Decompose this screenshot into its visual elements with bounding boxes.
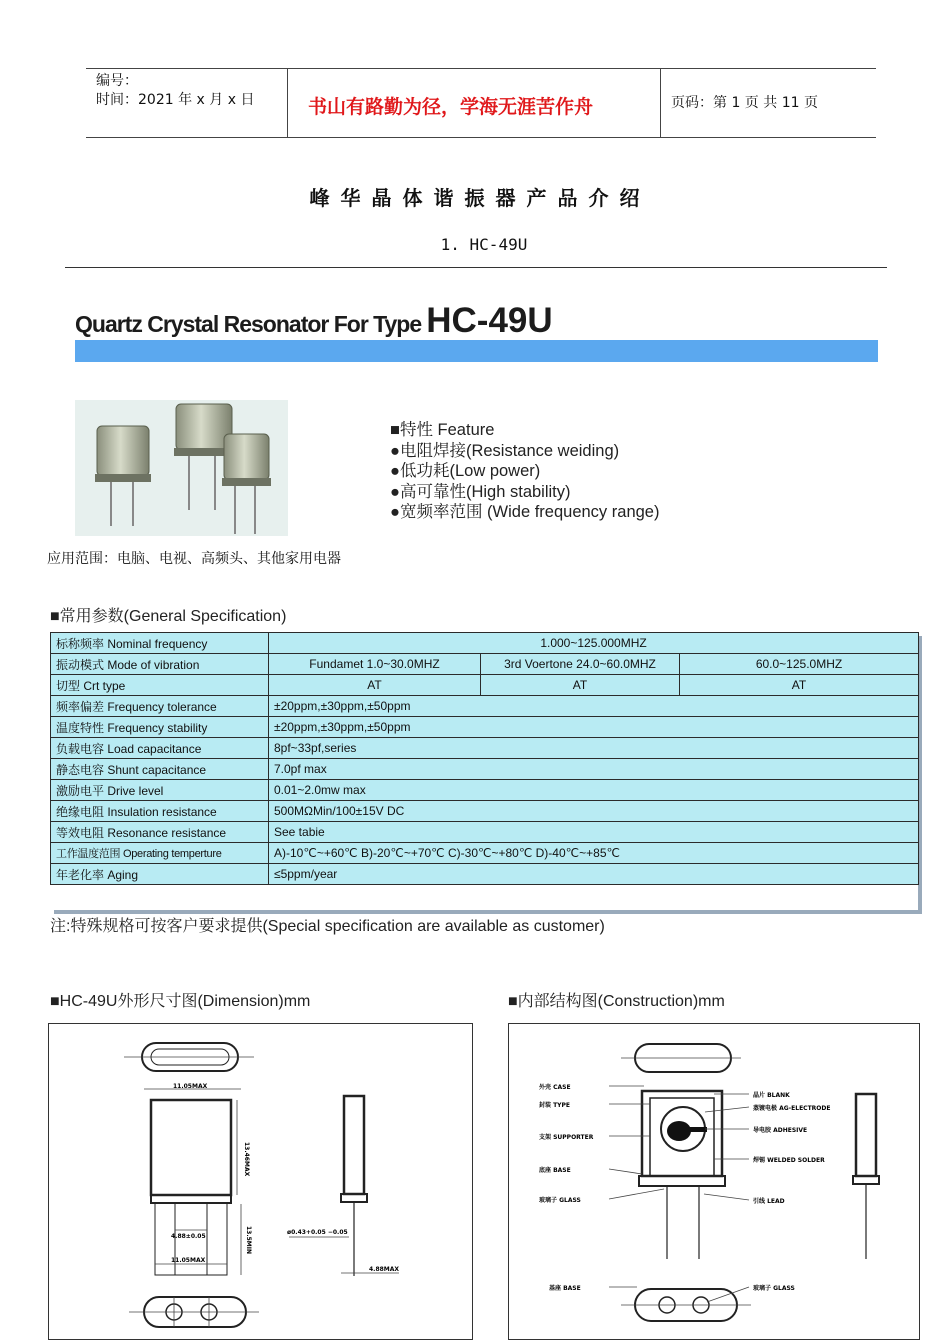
spec-value: AT bbox=[481, 675, 680, 696]
banner-model: HC-49U bbox=[426, 301, 553, 340]
table-row bbox=[51, 801, 919, 822]
spec-label: 绝缘电阻 Insulation resistance bbox=[51, 801, 269, 822]
spec-label: 振动模式 Mode of vibration bbox=[51, 654, 269, 675]
dimension-drawing bbox=[48, 1023, 473, 1340]
construction-label: 玻璃子 GLASS bbox=[539, 1197, 581, 1204]
header-meta-cell bbox=[86, 69, 288, 137]
spec-value: See tabie bbox=[269, 822, 919, 843]
spec-value: 7.0pf max bbox=[269, 759, 919, 780]
construction-label: 引线 LEAD bbox=[753, 1198, 785, 1205]
motto: 书山有路勤为径，学海无涯苦作舟 bbox=[308, 96, 594, 118]
page-info: 页码：第 1 页 共 11 页 bbox=[671, 95, 818, 111]
table-row bbox=[51, 780, 919, 801]
spec-label: 等效电阻 Resonance resistance bbox=[51, 822, 269, 843]
document-title: 峰华晶体谐振器产品介绍 bbox=[309, 186, 651, 210]
spec-value: 8pf~33pf,series bbox=[269, 738, 919, 759]
spec-value: 0.01~2.0mw max bbox=[269, 780, 919, 801]
spec-label: 激励电平 Drive level bbox=[51, 780, 269, 801]
header-page-cell bbox=[661, 69, 876, 137]
feature-item: ●电阻焊接(Resistance weiding) bbox=[390, 441, 620, 460]
spec-value: A)-10℃~+60℃ B)-20℃~+70℃ C)-30℃~+80℃ D)-40℃~+85℃ bbox=[269, 843, 919, 864]
construction-label: 基座 BASE bbox=[549, 1285, 581, 1292]
spec-value: 1.000~125.000MHZ bbox=[269, 633, 919, 654]
table-row bbox=[51, 717, 919, 738]
spec-value: ±20ppm,±30ppm,±50ppm bbox=[269, 696, 919, 717]
spec-heading: ■常用参数(General Specification) bbox=[50, 608, 287, 625]
page-header bbox=[86, 68, 876, 138]
feature-item: ●宽频率范围 (Wide frequency range) bbox=[390, 503, 660, 521]
document-subtitle: 1. HC-49U bbox=[440, 235, 528, 254]
spec-note: 注:特殊规格可按客户要求提供(Special specification are available as customer) bbox=[50, 918, 605, 935]
table-row bbox=[51, 633, 919, 654]
table-row bbox=[51, 822, 919, 843]
spec-value: ±20ppm,±30ppm,±50ppm bbox=[269, 717, 919, 738]
spec-value: 500MΩMin/100±15V DC bbox=[269, 801, 919, 822]
construction-label: 玻璃子 GLASS bbox=[753, 1285, 795, 1292]
spec-label: 负载电容 Load capacitance bbox=[51, 738, 269, 759]
spec-label: 工作温度范围 Operating temperture bbox=[51, 843, 269, 864]
table-row bbox=[51, 675, 919, 696]
spec-label: 切型 Crt type bbox=[51, 675, 269, 696]
dim-label: ø0.43+0.05 −0.05 bbox=[287, 1229, 348, 1236]
construction-label: 底座 BASE bbox=[539, 1167, 571, 1174]
construction-label: 晶片 BLANK bbox=[753, 1092, 790, 1099]
spec-table bbox=[50, 632, 919, 885]
spec-value: 60.0~125.0MHZ bbox=[680, 654, 919, 675]
dim-label: 4.88MAX bbox=[369, 1266, 400, 1273]
product-banner bbox=[75, 301, 553, 341]
spec-label: 静态电容 Shunt capacitance bbox=[51, 759, 269, 780]
dim-label: 11.05MAX bbox=[171, 1257, 206, 1264]
feature-item: ●低功耗(Low power) bbox=[390, 462, 541, 480]
time-label: 时间：2021 年 x 月 x 日 bbox=[96, 92, 255, 108]
spec-value: 3rd Voertone 24.0~60.0MHZ bbox=[481, 654, 680, 675]
spec-label: 温度特性 Frequency stability bbox=[51, 717, 269, 738]
feature-item: ●高可靠性(High stability) bbox=[390, 482, 571, 501]
spec-value: AT bbox=[269, 675, 481, 696]
construction-label: 支架 SUPPORTER bbox=[539, 1134, 594, 1141]
table-row bbox=[51, 738, 919, 759]
spec-label: 标称频率 Nominal frequency bbox=[51, 633, 269, 654]
construction-drawing bbox=[508, 1023, 920, 1340]
product-photo bbox=[75, 400, 288, 536]
feature-heading: ■特性 Feature bbox=[390, 421, 495, 439]
spec-value: ≤5ppm/year bbox=[269, 864, 919, 885]
dim-label: 4.88±0.05 bbox=[171, 1233, 206, 1240]
construction-svg bbox=[509, 1024, 919, 1339]
crystal-illustration bbox=[75, 400, 288, 536]
construction-label: 封装 TYPE bbox=[539, 1102, 571, 1109]
spec-value: Fundamet 1.0~30.0MHZ bbox=[269, 654, 481, 675]
spec-label: 频率偏差 Frequency tolerance bbox=[51, 696, 269, 717]
table-row bbox=[51, 864, 919, 885]
header-motto-cell bbox=[288, 69, 661, 137]
construction-label: 蒸镀电极 AG-ELECTRODE bbox=[753, 1105, 831, 1112]
application-range: 应用范围：电脑、电视、高频头、其他家用电器 bbox=[47, 551, 341, 567]
construction-label: 导电胶 ADHESIVE bbox=[753, 1127, 808, 1134]
dim-label: 13.5MIN bbox=[245, 1226, 252, 1255]
banner-prefix: Quartz Crystal Resonator For Type bbox=[75, 311, 422, 337]
table-row bbox=[51, 843, 919, 864]
spec-label: 年老化率 Aging bbox=[51, 864, 269, 885]
title-divider bbox=[65, 267, 887, 268]
dim-label: 11.05MAX bbox=[173, 1083, 208, 1090]
construction-label: 外壳 CASE bbox=[539, 1084, 571, 1091]
banner-bar bbox=[75, 340, 878, 362]
dimension-heading: ■HC-49U外形尺寸图(Dimension)mm bbox=[50, 993, 311, 1010]
dim-label: 13.46MAX bbox=[243, 1142, 250, 1177]
spec-value: AT bbox=[680, 675, 919, 696]
construction-heading: ■内部结构图(Construction)mm bbox=[508, 993, 725, 1010]
construction-label: 焊锡 WELDED SOLDER bbox=[753, 1157, 825, 1164]
table-row bbox=[51, 654, 919, 675]
dimension-svg bbox=[49, 1024, 472, 1339]
table-row bbox=[51, 759, 919, 780]
feature-list bbox=[390, 420, 659, 523]
table-row bbox=[51, 696, 919, 717]
number-label: 编号： bbox=[96, 73, 138, 89]
